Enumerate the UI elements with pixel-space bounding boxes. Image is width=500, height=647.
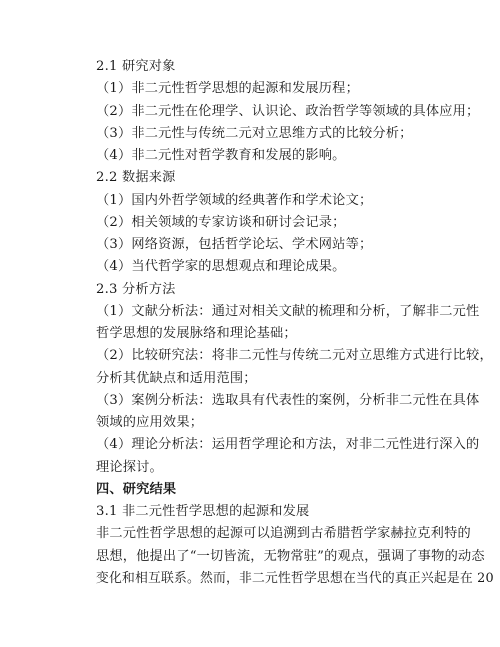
section-4-heading: 四、研究结果 xyxy=(96,482,177,497)
list-item: （1）国内外哲学领域的经典著作和学术论文； xyxy=(96,193,373,208)
method-item-1-line-2: 哲学思想的发展脉络和理论基础； xyxy=(96,326,297,341)
paragraph-line: 思想，他提出了“一切皆流，无物常驻”的观点，强调了事物的动态 xyxy=(96,549,485,564)
method-item-3-line-1: （3）案例分析法：选取具有代表性的案例，分析非二元性在具体 xyxy=(96,393,480,408)
list-item: （3）网络资源，包括哲学论坛、学术网站等； xyxy=(96,237,373,252)
section-2-1-heading: 2.1 研究对象 xyxy=(96,59,176,74)
list-item: （4）当代哲学家的思想观点和理论成果。 xyxy=(96,259,346,274)
method-item-3-line-2: 领域的应用效果； xyxy=(96,415,204,430)
method-item-4-line-1: （4）理论分析法：运用哲学理论和方法，对非二元性进行深入的 xyxy=(96,437,480,452)
list-item: （3）非二元性与传统二元对立思维方式的比较分析； xyxy=(96,126,413,141)
list-item: （2）相关领域的专家访谈和研讨会记录； xyxy=(96,215,346,230)
paragraph-line: 变化和相互联系。然而，非二元性哲学思想在当代的真正兴起是在 20 xyxy=(96,571,494,586)
list-item: （1）非二元性哲学思想的起源和发展历程； xyxy=(96,81,359,96)
method-item-2-line-2: 分析其优缺点和适用范围； xyxy=(96,371,257,386)
method-item-2-line-1: （2）比较研究法：将非二元性与传统二元对立思维方式进行比较， xyxy=(96,348,493,363)
method-item-1-line-1: （1）文献分析法：通过对相关文献的梳理和分析，了解非二元性 xyxy=(96,304,480,319)
section-2-2-heading: 2.2 数据来源 xyxy=(96,170,176,185)
subsection-3-1-heading: 3.1 非二元性哲学思想的起源和发展 xyxy=(96,504,310,519)
list-item: （4）非二元性对哲学教育和发展的影响。 xyxy=(96,148,346,163)
paragraph-line: 非二元性哲学思想的起源可以追溯到古希腊哲学家赫拉克利特的 xyxy=(96,526,471,541)
method-item-4-line-2: 理论探讨。 xyxy=(96,460,163,475)
list-item: （2）非二元性在伦理学、认识论、政治哲学等领域的具体应用； xyxy=(96,104,480,119)
section-2-3-heading: 2.3 分析方法 xyxy=(96,282,176,297)
